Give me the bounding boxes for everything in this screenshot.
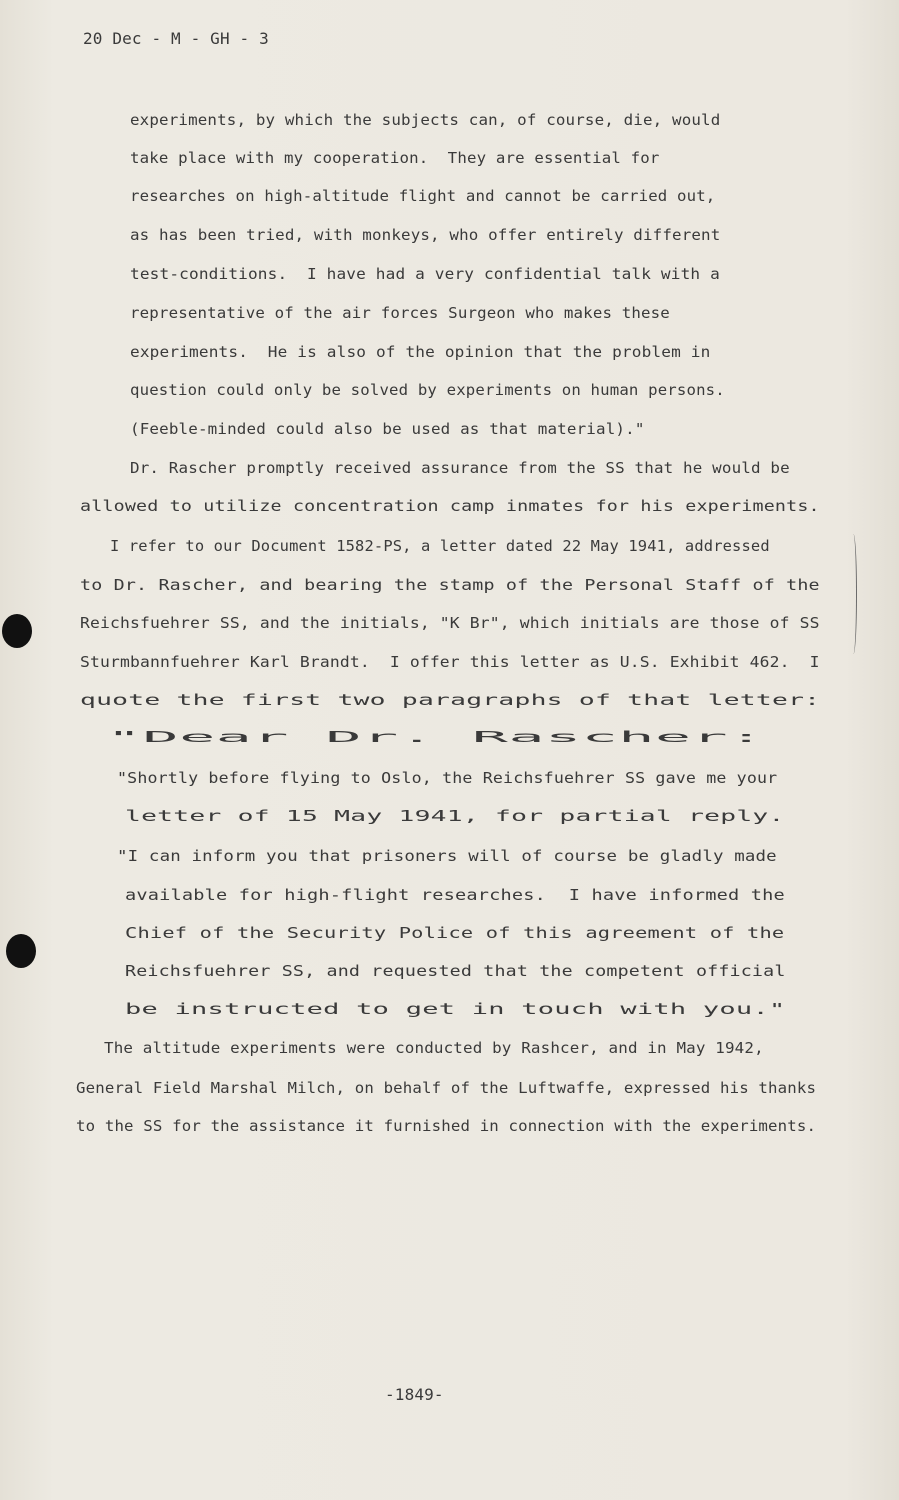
- text-line: test-conditions. I have had a very confidential talk with a: [130, 265, 720, 283]
- text-line: as has been tried, with monkeys, who offer entirely different: [130, 226, 721, 244]
- text-line: General Field Marshal Milch, on behalf of the Luftwaffe, expressed his thanks: [76, 1079, 817, 1097]
- page-number: -1849-: [385, 1385, 444, 1404]
- text-line: take place with my cooperation. They are essential for: [130, 149, 660, 167]
- text-line: (Feeble-minded could also be used as that material).": [130, 420, 645, 438]
- text-line: representative of the air forces Surgeon who makes these: [130, 304, 670, 322]
- text-line: Chief of the Security Police of this agreement of the: [125, 924, 785, 942]
- text-line: researches on high-altitude flight and cannot be carried out,: [130, 187, 716, 205]
- text-line: experiments. He is also of the opinion that the problem in: [130, 343, 711, 361]
- text-line: I refer to our Document 1582-PS, a letter dated 22 May 1941, addressed: [110, 537, 770, 555]
- text-line: The altitude experiments were conducted by Rashcer, and in May 1942,: [104, 1039, 764, 1057]
- text-line: Reichsfuehrer SS, and the initials, "K Br", which initials are those of SS: [80, 614, 820, 632]
- text-line: Sturmbannfuehrer Karl Brandt. I offer this letter as U.S. Exhibit 462. I: [80, 653, 820, 671]
- text-line: quote the first two paragraphs of that letter:: [80, 691, 821, 709]
- punch-hole: [6, 934, 36, 968]
- text-line: Dr. Rascher promptly received assurance from the SS that he would be: [130, 459, 790, 477]
- text-line: allowed to utilize concentration camp inmates for his experiments.: [80, 497, 820, 515]
- text-line: be instructed to get in touch with you.": [125, 1000, 786, 1018]
- text-line: "Dear Dr. Rascher:: [106, 728, 765, 746]
- margin-mark: [848, 534, 857, 654]
- text-line: experiments, by which the subjects can, of course, die, would: [130, 111, 721, 129]
- text-line: letter of 15 May 1941, for partial reply.: [125, 807, 785, 825]
- text-line: "Shortly before flying to Oslo, the Reichsfuehrer SS gave me your: [117, 769, 778, 787]
- text-line: to the SS for the assistance it furnished in connection with the experiments.: [76, 1117, 817, 1135]
- text-line: available for high-flight researches. I have informed the: [125, 886, 785, 904]
- text-line: question could only be solved by experiments on human persons.: [130, 381, 725, 399]
- punch-hole: [2, 614, 32, 648]
- text-line: Reichsfuehrer SS, and requested that the competent official: [125, 962, 786, 980]
- text-line: "I can inform you that prisoners will of course be gladly made: [117, 847, 777, 865]
- text-line: to Dr. Rascher, and bearing the stamp of the Personal Staff of the: [80, 576, 820, 594]
- page-header: 20 Dec - M - GH - 3: [83, 29, 269, 48]
